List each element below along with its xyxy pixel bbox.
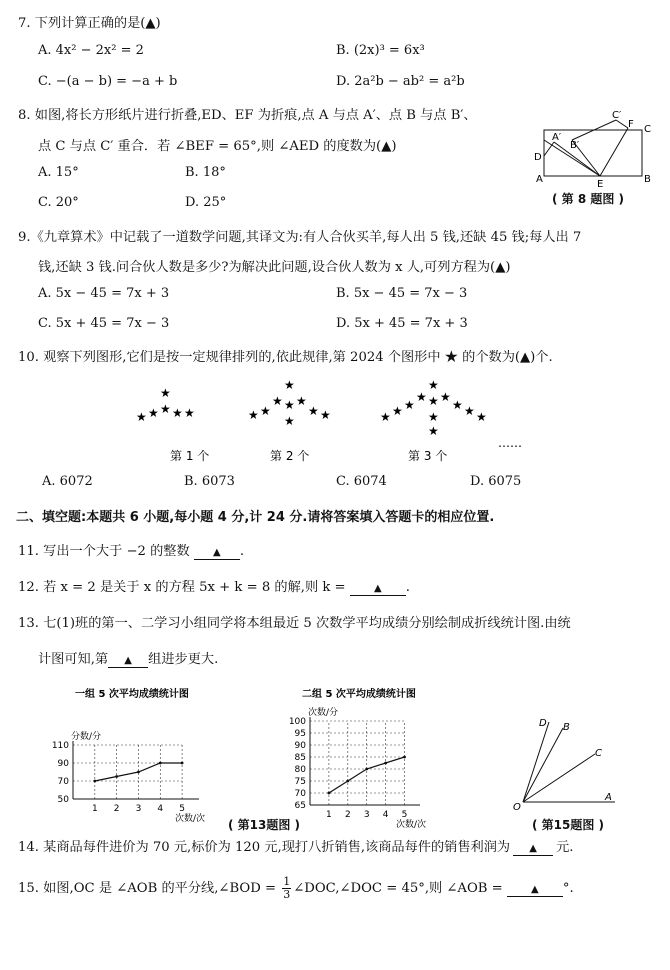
star-icon: ★ <box>392 404 403 418</box>
star-icon: ★ <box>404 398 415 412</box>
label-a-prime: A′ <box>552 132 562 143</box>
q8-option-c: C. 20° <box>38 195 79 210</box>
q9-option-c: C. 5x + 45 = 7x − 3 <box>38 316 170 331</box>
star-icon: ★ <box>380 410 391 424</box>
data-point <box>346 780 349 783</box>
y-tick-label: 65 <box>294 801 306 811</box>
q8-option-a: A. 15° <box>38 165 79 180</box>
x-tick-label: 2 <box>344 810 351 820</box>
q8-line2: 点 C 与点 C′ 重合．若 ∠BEF = 65°,则 ∠AED 的度数为(▲) <box>38 139 397 154</box>
q10-star-figures <box>120 375 540 475</box>
q9-line1: 9.《九章算术》中记载了一道数学问题,其译文为:有人合伙买羊,每人出 5 钱,还缺 45 钱;每人出 7 <box>18 230 582 245</box>
fig3-label: 第 3 个 <box>408 449 448 463</box>
star-icon: ★ <box>320 408 331 422</box>
star-icon: ★ <box>284 414 295 428</box>
label-e: E <box>597 179 604 190</box>
q9-option-b: B. 5x − 45 = 7x − 3 <box>336 286 468 301</box>
crease-ef <box>600 128 628 176</box>
star-icon: ★ <box>428 410 439 424</box>
q15-answer-blank[interactable]: ▲ <box>507 881 563 897</box>
y-tick-label: 90 <box>57 759 69 769</box>
q12-line: 12. 若 x = 2 是关于 x 的方程 5x + k = 8 的解,则 k = ▲ . <box>18 580 410 595</box>
q8-line1: 8. 如图,将长方形纸片进行折叠,ED、EF 为折痕,点 A 与点 A′、点 B 与点 B′、 <box>18 108 477 123</box>
x-tick-label: 5 <box>401 810 408 820</box>
y-tick-label: 90 <box>294 741 306 751</box>
y-tick-label: 80 <box>294 765 306 775</box>
star-icon: ★ <box>248 408 259 422</box>
star-icon: ★ <box>296 394 307 408</box>
data-point <box>328 792 331 795</box>
label-f: F <box>628 119 634 130</box>
q14-line: 14. 某商品每件进价为 70 元,标价为 120 元,现打八折销售,该商品每件的销售利润为 ▲ 元. <box>18 840 574 855</box>
label-d: D <box>539 718 547 729</box>
label-a: A <box>536 174 543 185</box>
data-point <box>403 756 406 759</box>
label-c: C <box>595 748 602 759</box>
q12-text: 12. 若 x = 2 是关于 x 的方程 5x + k = 8 的解,则 k = <box>18 580 346 595</box>
q7-option-a: A. 4x² − 2x² = 2 <box>38 43 144 58</box>
label-a: A <box>605 792 612 803</box>
figure-ellipsis: …… <box>498 436 522 450</box>
label-c: C <box>644 124 651 135</box>
star-icon: ★ <box>160 402 171 416</box>
q15-figure-caption: ( 第15题图 ) <box>532 818 605 832</box>
q15-text-mid: ∠DOC,∠DOC = 45°,则 ∠AOB = <box>293 881 503 896</box>
section-2-title: 二、填空题:本题共 6 小题,每小题 4 分,计 24 分.请将答案填入答题卡的相应位置. <box>16 510 495 525</box>
star-icon: ★ <box>260 404 271 418</box>
q8-option-d: D. 25° <box>185 195 227 210</box>
fig1-label: 第 1 个 <box>170 449 210 463</box>
x-tick-label: 1 <box>326 810 332 820</box>
data-point <box>115 775 118 778</box>
label-o: O <box>513 802 521 813</box>
q13-line2: 计图可知,第 ▲ 组进步更大. <box>38 652 219 667</box>
star-icon: ★ <box>272 394 283 408</box>
x-tick-label: 4 <box>157 804 164 814</box>
q15-fraction: $\frac{1}{3}$ <box>283 875 291 901</box>
data-point <box>384 762 387 765</box>
label-b: B <box>563 722 570 733</box>
y-tick-label: 95 <box>294 729 306 739</box>
q10-option-a: A. 6072 <box>42 474 93 489</box>
q14-answer-blank[interactable]: ▲ <box>513 840 553 856</box>
star-icon: ★ <box>428 394 439 408</box>
segment-a1d <box>544 142 554 156</box>
star-icon: ★ <box>452 398 463 412</box>
label-b: B <box>644 174 651 185</box>
star-icon: ★ <box>284 398 295 412</box>
star-icon: ★ <box>464 404 475 418</box>
q9-option-a: A. 5x − 45 = 7x + 3 <box>38 286 170 301</box>
chart-title: 一组 5 次平均成绩统计图 <box>75 689 189 700</box>
label-c-prime: C′ <box>612 110 622 121</box>
x-axis-label: 次数/次 <box>396 820 427 830</box>
star-icon: ★ <box>160 386 171 400</box>
chart-title: 二组 5 次平均成绩统计图 <box>302 689 416 700</box>
q9-line2: 钱,还缺 3 钱.问合伙人数是多少?为解决此问题,设合伙人数为 x 人,可列方程为(▲) <box>38 260 511 275</box>
q12-answer-blank[interactable]: ▲ <box>350 580 406 596</box>
q10-option-d: D. 6075 <box>470 474 522 489</box>
x-tick-label: 3 <box>135 804 142 814</box>
q10-stem: 10. 观察下列图形,它们是按一定规律排列的,依此规律,第 2024 个图形中 ★ 的个数为(▲)个. <box>18 350 553 365</box>
q13-line1: 13. 七(1)班的第一、二学习小组同学将本组最近 5 次数学平均成绩分别绘制成折线统计图.由统 <box>18 616 571 631</box>
q7-option-c: C. −(a − b) = −a + b <box>38 74 178 89</box>
x-axis-label: 次数/次 <box>175 814 206 824</box>
y-axis-label: 分数/分 <box>71 732 102 742</box>
data-point <box>159 762 162 765</box>
q15-figure <box>505 712 625 812</box>
star-icon: ★ <box>308 404 319 418</box>
q11-text: 11. 写出一个大于 −2 的整数 <box>18 544 190 559</box>
y-tick-label: 75 <box>294 777 306 787</box>
data-point <box>365 768 368 771</box>
x-tick-label: 3 <box>363 810 370 820</box>
q11-answer-blank[interactable]: ▲ <box>194 544 240 560</box>
star-icon: ★ <box>184 406 195 420</box>
q7-option-b: B. (2x)³ = 6x³ <box>336 43 425 58</box>
ray-oc <box>523 754 595 802</box>
star-icon: ★ <box>136 410 147 424</box>
fig2-label: 第 2 个 <box>270 449 310 463</box>
y-tick-label: 100 <box>288 717 306 727</box>
data-point <box>93 780 96 783</box>
q10-option-b: B. 6073 <box>184 474 235 489</box>
star-icon: ★ <box>440 390 451 404</box>
group1-line-chart <box>45 685 245 824</box>
q7-option-d: D. 2a²b − ab² = a²b <box>336 74 465 89</box>
y-tick-label: 110 <box>51 741 69 751</box>
q15-line: 15. 如图,OC 是 ∠AOB 的平分线,∠BOD = $\frac{1}{3}$ ∠DOC,∠DOC = 45°,则 ∠AOB = ▲ °. <box>18 875 574 901</box>
star-icon: ★ <box>428 424 439 438</box>
x-tick-label: 1 <box>91 804 98 814</box>
y-tick-label: 85 <box>294 753 306 763</box>
y-tick-label: 70 <box>294 789 306 799</box>
data-point <box>137 771 140 774</box>
q13-answer-blank[interactable]: ▲ <box>108 652 148 668</box>
group2-line-chart <box>280 685 450 830</box>
q7-stem: 7. 下列计算正确的是(▲) <box>18 16 161 31</box>
q8-option-b: B. 18° <box>185 165 226 180</box>
q8-figure-caption: ( 第 8 题图 ) <box>552 192 625 206</box>
x-tick-label: 2 <box>113 804 120 814</box>
star-icon: ★ <box>416 390 427 404</box>
star-icon: ★ <box>148 406 159 420</box>
y-tick-label: 70 <box>57 777 69 787</box>
star-icon: ★ <box>428 378 439 392</box>
q14-text: 14. 某商品每件进价为 70 元,标价为 120 元,现打八折销售,该商品每件的销售利润为 <box>18 840 511 855</box>
y-axis-label: 次数/分 <box>308 708 339 718</box>
x-tick-label: 4 <box>382 810 389 820</box>
label-b-prime: B′ <box>570 140 580 151</box>
star-icon: ★ <box>476 410 487 424</box>
x-tick-label: 5 <box>179 804 185 814</box>
data-point <box>181 762 184 765</box>
y-tick-label: 50 <box>57 795 69 805</box>
q10-option-c: C. 6074 <box>336 474 387 489</box>
label-d: D <box>534 152 542 163</box>
star-icon: ★ <box>172 406 183 420</box>
star-icon: ★ <box>284 378 295 392</box>
q15-text-pre: 15. 如图,OC 是 ∠AOB 的平分线,∠BOD = <box>18 881 277 896</box>
q11-line: 11. 写出一个大于 −2 的整数 ▲ . <box>18 544 245 559</box>
segment-c1f <box>616 120 628 128</box>
q9-option-d: D. 5x + 45 = 7x + 3 <box>336 316 468 331</box>
q13-figure-caption: ( 第13题图 ) <box>228 818 301 832</box>
